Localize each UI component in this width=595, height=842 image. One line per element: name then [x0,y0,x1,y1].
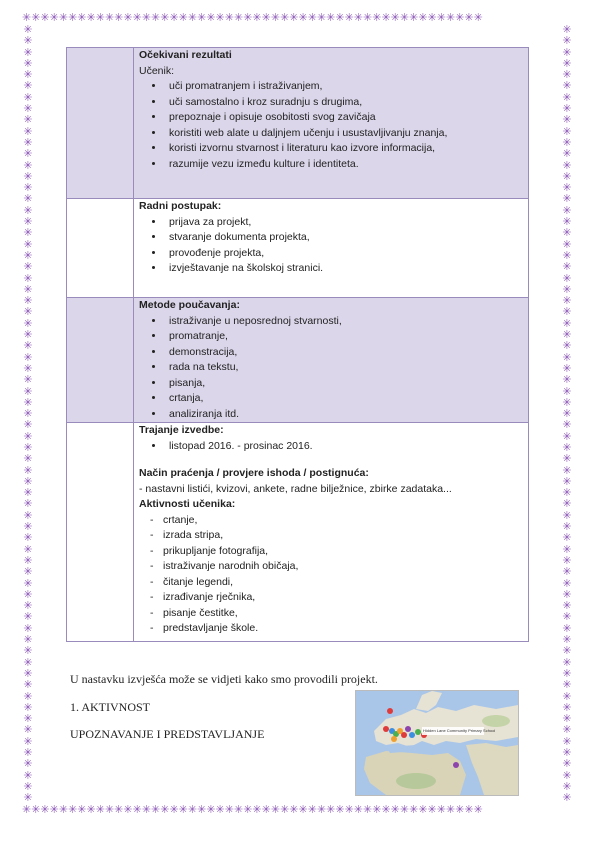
list-item: • provođenje projekta, [165,246,523,262]
list-item: • pisanja, [165,376,523,392]
page-border-right: ✳ ✳ ✳ ✳ ✳ ✳ ✳ ✳ ✳ ✳ ✳ ✳ ✳ ✳ ✳ ✳ ✳ ✳ ✳ ✳ ✳ ✳ ✳ ✳ ✳ ✳ ✳ ✳ ✳ ✳ ✳ ✳ ✳ ✳ ✳ ✳ ✳ ✳ ✳ ✳ ✳ ✳ ✳ ✳ ✳ ✳ ✳ ✳ ✳ ✳ ✳ ✳ ✳ ✳ ✳ ✳ ✳ ✳ ✳ ✳ ✳ ✳ ✳ ✳ ✳ ✳ ✳ ✳ ✳ [562,23,572,805]
expected-results-subtitle: Učenik: [139,64,175,77]
table-row-expected-results [67,48,529,199]
list-item: • uči promatranjem i istraživanjem, [165,79,523,95]
list-item: • crtanja, [165,391,523,407]
table-row-procedure [67,199,529,298]
list-item: • uči samostalno i kroz suradnju s drugima, [165,95,523,111]
row-label-cell [67,199,134,298]
page-border-left: ✳ ✳ ✳ ✳ ✳ ✳ ✳ ✳ ✳ ✳ ✳ ✳ ✳ ✳ ✳ ✳ ✳ ✳ ✳ ✳ ✳ ✳ ✳ ✳ ✳ ✳ ✳ ✳ ✳ ✳ ✳ ✳ ✳ ✳ ✳ ✳ ✳ ✳ ✳ ✳ ✳ ✳ ✳ ✳ ✳ ✳ ✳ ✳ ✳ ✳ ✳ ✳ ✳ ✳ ✳ ✳ ✳ ✳ ✳ ✳ ✳ ✳ ✳ ✳ ✳ ✳ ✳ ✳ ✳ [23,23,33,805]
map-illustration [356,691,518,795]
procedure-list [139,215,523,277]
list-item: - izrada stripa, [163,528,523,544]
list-item: • promatranje, [165,329,523,345]
methods-title: Metode poučavanja: [139,299,240,311]
list-item: • izvještavanje na školskoj stranici. [165,261,523,277]
list-item: • istraživanje u neposrednoj stvarnosti, [165,314,523,330]
participants-map [355,690,519,796]
page-border-top: ✳✳✳✳✳✳✳✳✳✳✳✳✳✳✳✳✳✳✳✳✳✳✳✳✳✳✳✳✳✳✳✳✳✳✳✳✳✳✳✳✳✳✳✳✳✳✳✳✳✳ [22,11,483,24]
list-item: • analiziranja itd. [165,407,523,423]
activities-title: Aktivnosti učenika: [139,498,236,510]
tracking-text: - nastavni listići, kvizovi, ankete, radne bilježnice, zbirke zadataka... [139,482,452,495]
duration-title: Trajanje izvedbe: [139,424,224,436]
procedure-title: Radni postupak: [139,200,222,212]
list-item: - izrađivanje rječnika, [163,590,523,606]
list-item: • razumije vezu između kulture i identiteta. [165,157,523,173]
tracking-title: Način praćenja / provjere ishoda / postignuća: [139,467,369,479]
expected-results-list [139,79,523,172]
methods-list [139,314,523,423]
list-item: • demonstracija, [165,345,523,361]
list-item: • prijava za projekt, [165,215,523,231]
list-item: • koristi izvornu stvarnost i literaturu kao izvore informacija, [165,141,523,157]
project-plan-table [66,47,529,642]
activity-heading: 1. AKTIVNOST [70,700,150,714]
row-label-cell [67,298,134,423]
duration-list [139,439,523,455]
expected-results-title: Očekivani rezultati [139,49,232,61]
list-item: - čitanje legendi, [163,575,523,591]
row-label-cell [67,423,134,642]
list-item: - predstavljanje škole. [163,621,523,637]
list-item: • koristiti web alate u daljnjem učenju i usustavljivanju znanja, [165,126,523,142]
activity-subheading: UPOZNAVANJE I PREDSTAVLJANJE [70,727,265,741]
table-row-duration [67,423,529,642]
expected-results-cell [134,48,529,199]
map-label: Hidden Lane Community Primary School [423,728,496,733]
row-label-cell [67,48,134,199]
activities-list [139,513,523,637]
intro-text: U nastavku izvješća može se vidjeti kako smo provodili projekt. [70,672,378,686]
procedure-cell [134,199,529,298]
methods-cell [134,298,529,423]
page-border-bottom: ✳✳✳✳✳✳✳✳✳✳✳✳✳✳✳✳✳✳✳✳✳✳✳✳✳✳✳✳✳✳✳✳✳✳✳✳✳✳✳✳✳✳✳✳✳✳✳✳✳✳ [22,803,483,816]
list-item: • stvaranje dokumenta projekta, [165,230,523,246]
list-item: - istraživanje narodnih običaja, [163,559,523,575]
list-item: • listopad 2016. - prosinac 2016. [165,439,523,455]
table-row-methods [67,298,529,423]
list-item: - crtanje, [163,513,523,529]
list-item: - prikupljanje fotografija, [163,544,523,560]
list-item: • rada na tekstu, [165,360,523,376]
list-item: • prepoznaje i opisuje osobitosti svog zavičaja [165,110,523,126]
list-item: - pisanje čestitke, [163,606,523,622]
duration-cell [134,423,529,642]
